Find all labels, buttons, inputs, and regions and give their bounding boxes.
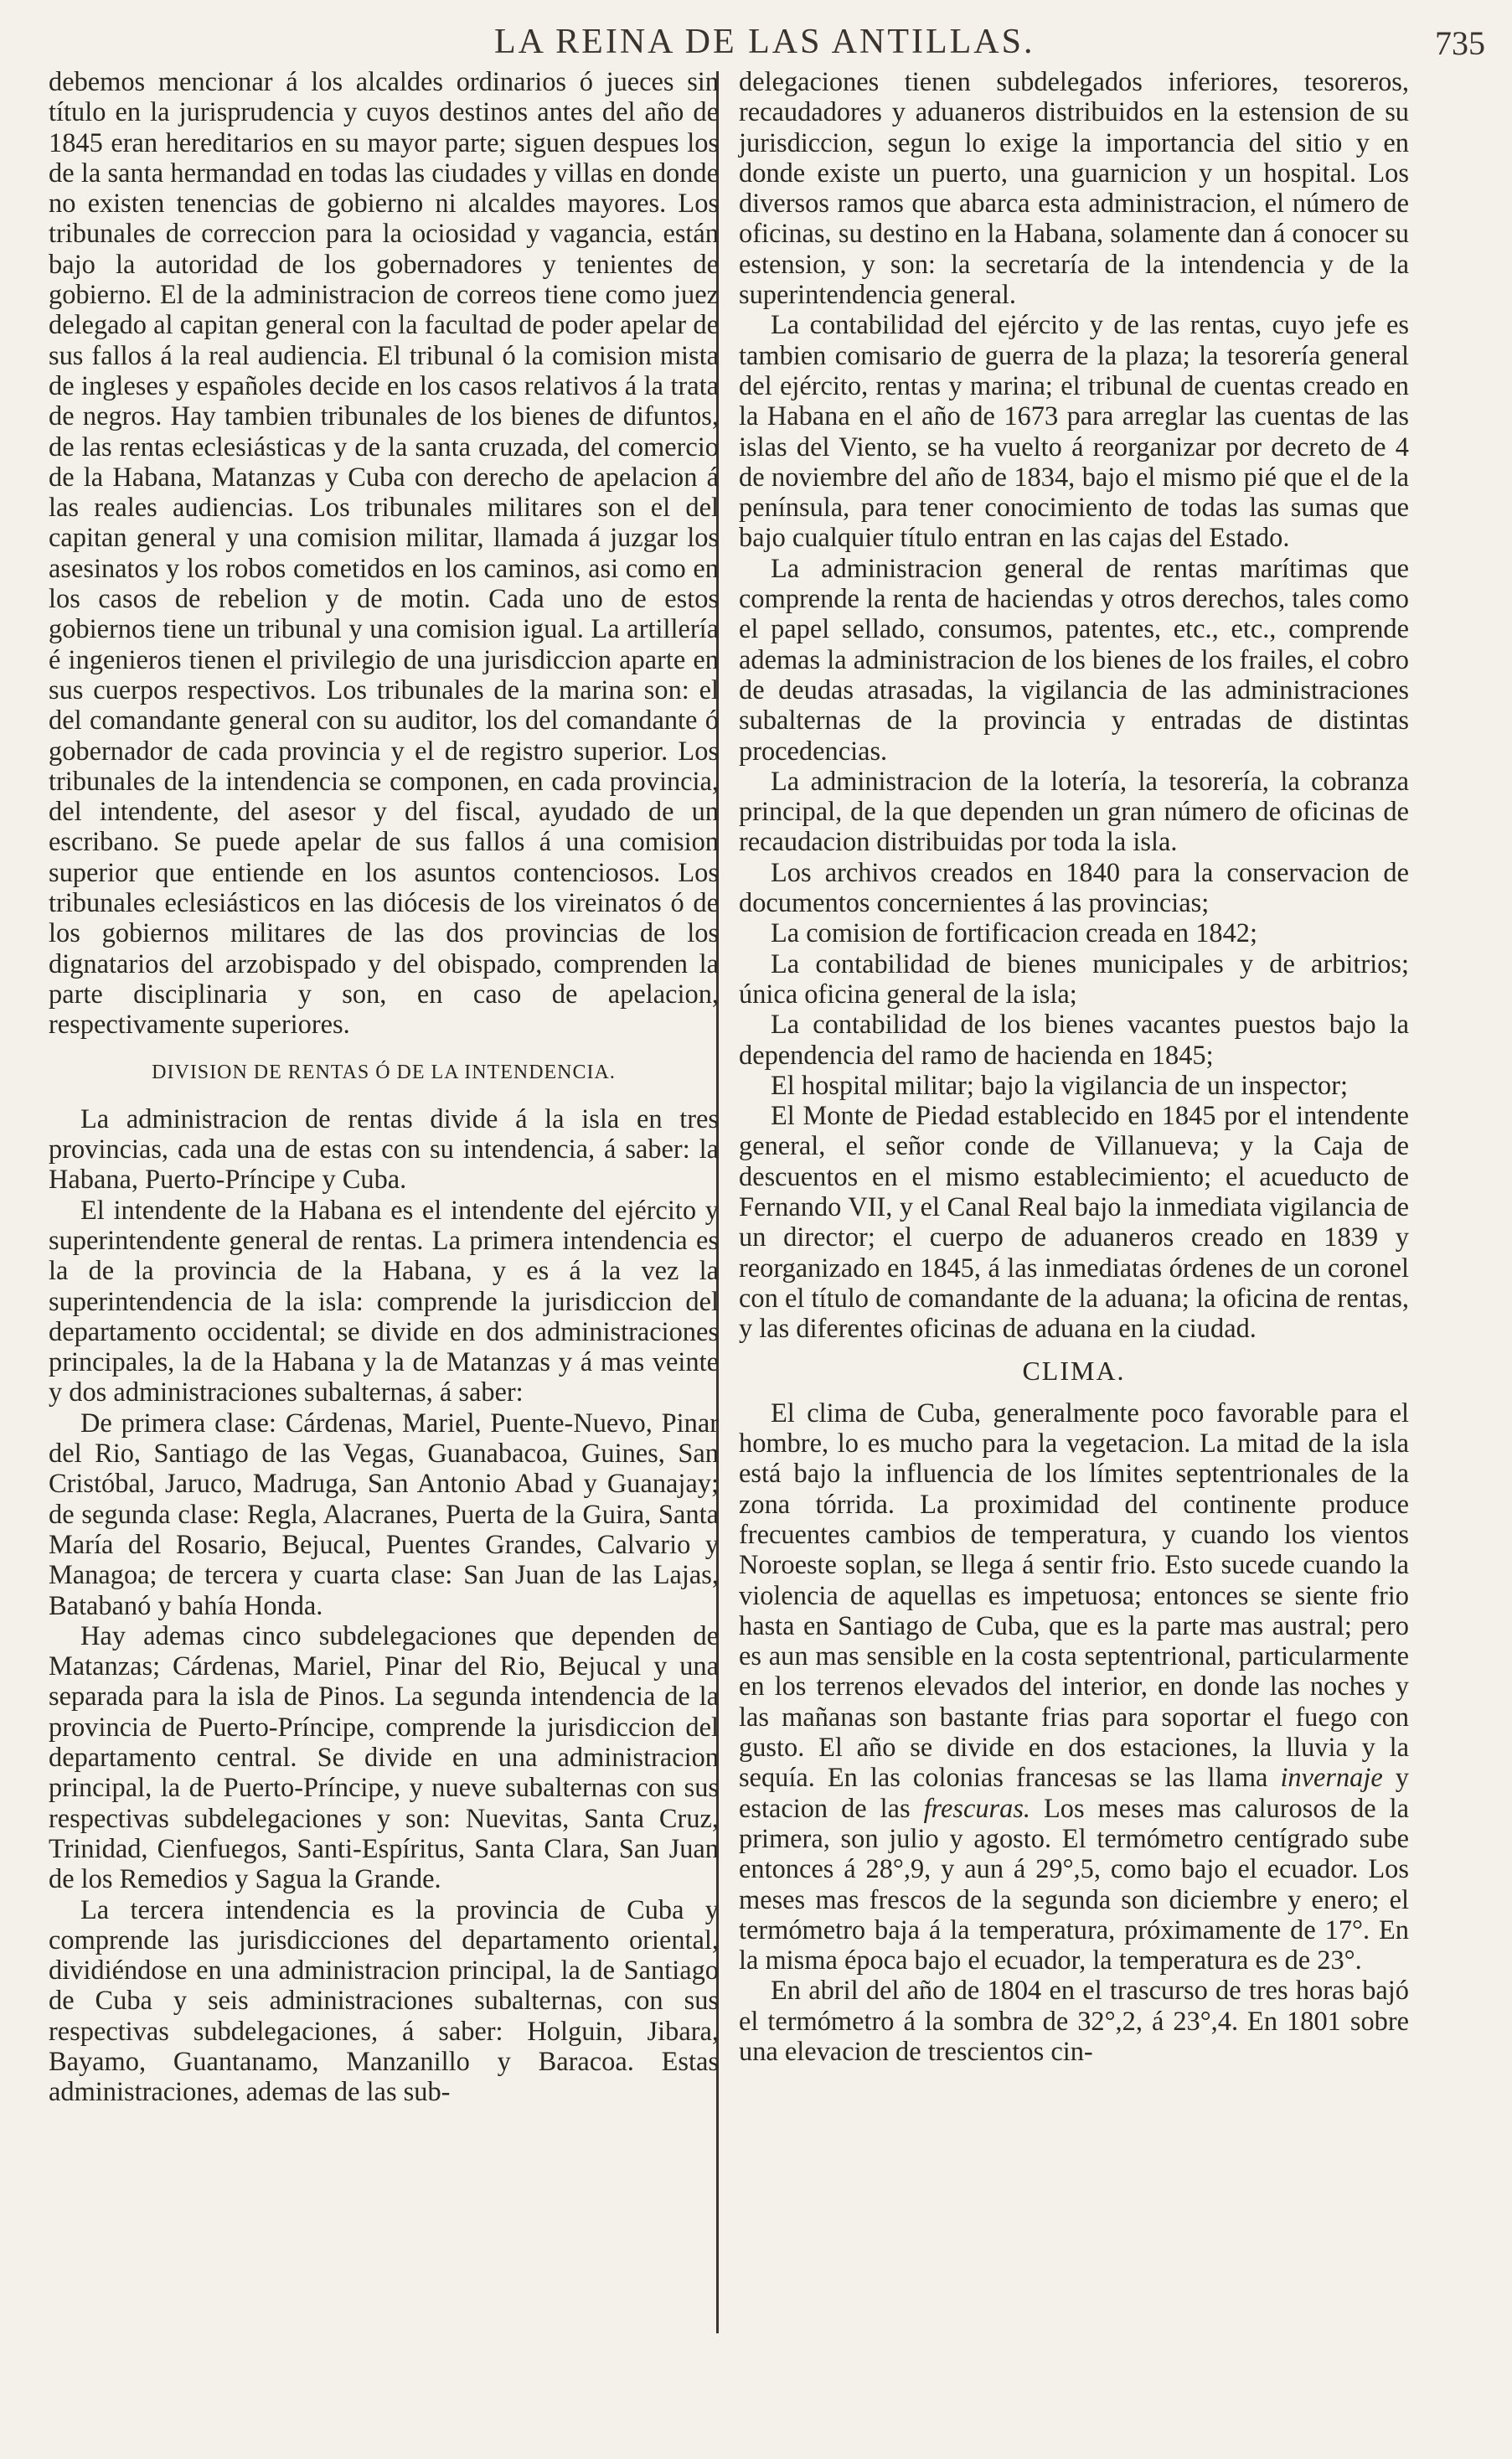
paragraph-provincias: La administracion de rentas divide á la isla en tres provincias, cada una de estas con su intendencia, á saber: la Habana, Puerto-Príncipe y Cuba. <box>49 1103 719 1196</box>
running-title: LA REINA DE LAS ANTILLAS. <box>494 23 1035 61</box>
paragraph-abril-1804: En abril del año de 1804 en el trascurso de tres horas bajó el termómetro á la sombra de 32°,2, á 23°,4. En 1801 sobre una elevacion de trescientos cin- <box>739 1976 1409 2067</box>
paragraph-tribunales: debemos mencionar á los alcaldes ordinarios ó jueces sin título en la jurisprudencia y cuyos destinos antes del año de 1845 eran hereditarios en su mayor parte; siguen despues los de la santa hermandad en todas las ciudades y villas en donde no existen tenencias de gobierno ni alcaldes mayores. Los tribunales de correccion para la ociosidad y vagancia, están bajo la autoridad de los gobernadores y tenientes de gobierno. El de la administracion de correos tiene como juez delegado al capitan general con la facultad de poder apelar de sus fallos á la real audiencia. El tribunal ó la comision mista de ingleses y españoles decide en los casos relativos á la trata de negros. Hay tambien tribunales de los bienes de difuntos, de las rentas eclesiásticas y de la santa cruzada, del comercio de la Habana, Matanzas y Cuba con derecho de apelacion á las reales audiencias. Los tribunales militares son el del capitan general y una comision militar, llamada á juzgar los asesinatos y los robos cometidos en los caminos, asi como en los casos de rebelion y de motin. Cada uno de estos gobiernos tiene un tribunal y una comision igual. La artillería é ingenieros tienen el privilegio de una jurisdiccion aparte en sus cuerpos respectivos. Los tribunales de la marina son: el del comandante general con su auditor, los del comandante ó gobernador de cada provincia y el de registro superior. Los tribunales de la intendencia se componen, en cada provincia, del intendente, del asesor y del fiscal, ayudado de un escribano. Se puede apelar de sus fallos á una comision superior que entiende en los asuntos contenciosos. Los tribunales eclesiásticos en las diócesis de los vireinatos ó de los gobiernos militares de las dos provincias de los dignatarios del arzobispado y del obispado, comprenden la parte disciplinaria y son, en caso de apelacion, respectivamente superiores. <box>49 67 719 1041</box>
paragraph-loteria: La administracion de la lotería, la tesorería, la cobranza principal, de la que dependen un gran número de oficinas de recaudacion distribuidas por toda la isla. <box>739 766 1409 858</box>
paragraph-clases: De primera clase: Cárdenas, Mariel, Puente-Nuevo, Pinar del Rio, Santiago de las Vegas, Guanabacoa, Guines, San Cristóbal, Jaruco, Madruga, San Antonio Abad y Guanajay; de segunda clase: Regla, Alacranes, Puerta de la Guira, Santa María del Rosario, Bejucal, Puentes Grandes, Calvario y Managoa; de tercera y cuarta clase: San Juan de las Lajas, Batabanó y bahía Honda. <box>49 1408 719 1621</box>
paragraph-intendente-habana: El intendente de la Habana es el intendente del ejército y superintendente general de rentas. La primera intendencia es la de la provincia de la Habana, y es á la vez la superintendencia de la isla: comprende la jurisdiccion del departamento occidental; se divide en dos administraciones principales, la de la Habana y la de Matanzas y á mas veinte y dos administraciones subalternas, á saber: <box>49 1195 719 1408</box>
clima-text-a: El clima de Cuba, generalmente poco favorable para el hombre, lo es mucho para la vegetacion. La mitad de la isla está bajo la influencia de los límites septentrionales de la zona tórrida. La proximidad del continente produce frecuentes cambios de temperatura, y cuando los vientos Noroeste soplan, se llega á sentir frio. Esto sucede cuando la violencia de aquellas es impetuosa; entonces se siente frio hasta en Santiago de Cuba, que es la parte mas austral; pero es aun mas sensible en la costa septentrional, particularmente en los terrenos elevados del interior, en donde las noches y las mañanas son bastante frias para soportar el fuego con gusto. El año se divide en dos estaciones, la lluvia y la sequía. En las colonias francesas se las llama <box>739 1397 1409 1794</box>
paragraph-monte-piedad: El Monte de Piedad establecido en 1845 por el intendente general, el señor conde de Villanueva; y la Caja de descuentos en el mismo establecimiento; el acueducto de Fernando VII, y el Canal Real bajo la inmediata vigilancia de un director; el cuerpo de aduaneros creado en 1839 y reorganizado en 1845, á las inmediatas órdenes de un coronel con el título de comandante de la aduana; la oficina de rentas, y las diferentes oficinas de aduana en la ciudad. <box>739 1101 1409 1345</box>
paragraph-hospital: El hospital militar; bajo la vigilancia de un inspector; <box>771 1070 1349 1101</box>
paragraph-archivos: Los archivos creados en 1840 para la conservacion de documentos concernientes á las provincias; <box>739 857 1409 919</box>
clima-text-b: y estacion de las <box>739 1763 1409 1824</box>
paragraph-fortificacion: La comision de fortificacion creada en 1842; <box>771 918 1257 949</box>
clima-term-invernaje: invernaje <box>1280 1763 1383 1794</box>
section-heading-rentas: DIVISION DE RENTAS Ó DE LA INTENDENCIA. <box>152 1061 616 1083</box>
section-heading-clima: CLIMA. <box>1022 1356 1126 1387</box>
right-column <box>739 67 1409 2067</box>
paragraph-delegaciones: delegaciones tienen subdelegados inferiores, tesoreros, recaudadores y aduaneros distribuidos en la estension de su jurisdiccion, segun lo exige la importancia del sitio y en donde existe un puerto, una guarnicion y un hospital. Los diversos ramos que abarca esta administracion, el número de oficinas, su destino en la Habana, solamente dan á conocer su estension, y son: la secretaría de la intendencia y de la superintendencia general. <box>739 67 1409 311</box>
clima-term-frescuras: frescuras. <box>923 1793 1031 1824</box>
paragraph-subdelegaciones: Hay ademas cinco subdelegaciones que dependen de Matanzas; Cárdenas, Mariel, Pinar del Rio, Bejucal y una separada para la isla de Pinos. La segunda intendencia de la provincia de Puerto-Príncipe, comprende la jurisdiccion del departamento central. Se divide en una administracion principal, la de Puerto-Príncipe, y nueve subalternas con sus respectivas subdelegaciones y son: Nuevitas, Santa Cruz, Trinidad, Cienfuegos, Santi-Espíritus, Santa Clara, San Juan de los Remedios y Sagua la Grande. <box>49 1620 719 1895</box>
paragraph-tercera-intendencia: La tercera intendencia es la provincia de Cuba y comprende las jurisdicciones del departamento oriental, dividiéndose en una administracion principal, la de Santiago de Cuba y seis administraciones subalternas, con sus respectivas subdelegaciones, á saber: Holguin, Jibara, Bayamo, Guantanamo, Manzanillo y Baracoa. Estas administraciones, ademas de las sub- <box>49 1894 719 2108</box>
page-header <box>0 17 1512 67</box>
page-number: 735 <box>1435 24 1485 62</box>
left-column <box>49 67 719 2108</box>
paragraph-contabilidad: La contabilidad del ejército y de las rentas, cuyo jefe es tambien comisario de guerra de la plaza; la tesorería general del ejército, rentas y marina; el tribunal de cuentas creado en la Habana en el año de 1673 para arreglar las cuentas de las islas del Viento, se ha vuelto á reorganizar por decreto de 4 de noviembre del año de 1834, bajo el mismo pié que el de la península, para tener conocimiento de todas las sumas que bajo cualquier título entran en las cajas del Estado. <box>739 310 1409 554</box>
paragraph-clima <box>739 1398 1409 1976</box>
paragraph-rentas-maritimas: La administracion general de rentas marítimas que comprende la renta de haciendas y otros derechos, tales como el papel sellado, consumos, patentes, etc., etc., comprende ademas la administracion de los bienes de los frailes, el cobro de deudas atrasadas, la vigilancia de las administraciones subalternas de la provincia y entradas de distintas procedencias. <box>739 553 1409 767</box>
clima-text-c: Los meses mas calurosos de la primera, son julio y agosto. El termómetro centígrado sube entonces á 28°,9, y aun á 29°,5, como bajo el ecuador. Los meses mas frescos de la segunda son diciembre y enero; el termómetro baja á la temperatura, próximamente de 17°. En la misma época bajo el ecuador, la temperatura es de 23°. <box>739 1793 1409 1976</box>
paragraph-bienes-municipales: La contabilidad de bienes municipales y de arbitrios; única oficina general de la isla; <box>739 948 1409 1010</box>
paragraph-bienes-vacantes: La contabilidad de los bienes vacantes puestos bajo la dependencia del ramo de hacienda en 1845; <box>739 1010 1409 1071</box>
